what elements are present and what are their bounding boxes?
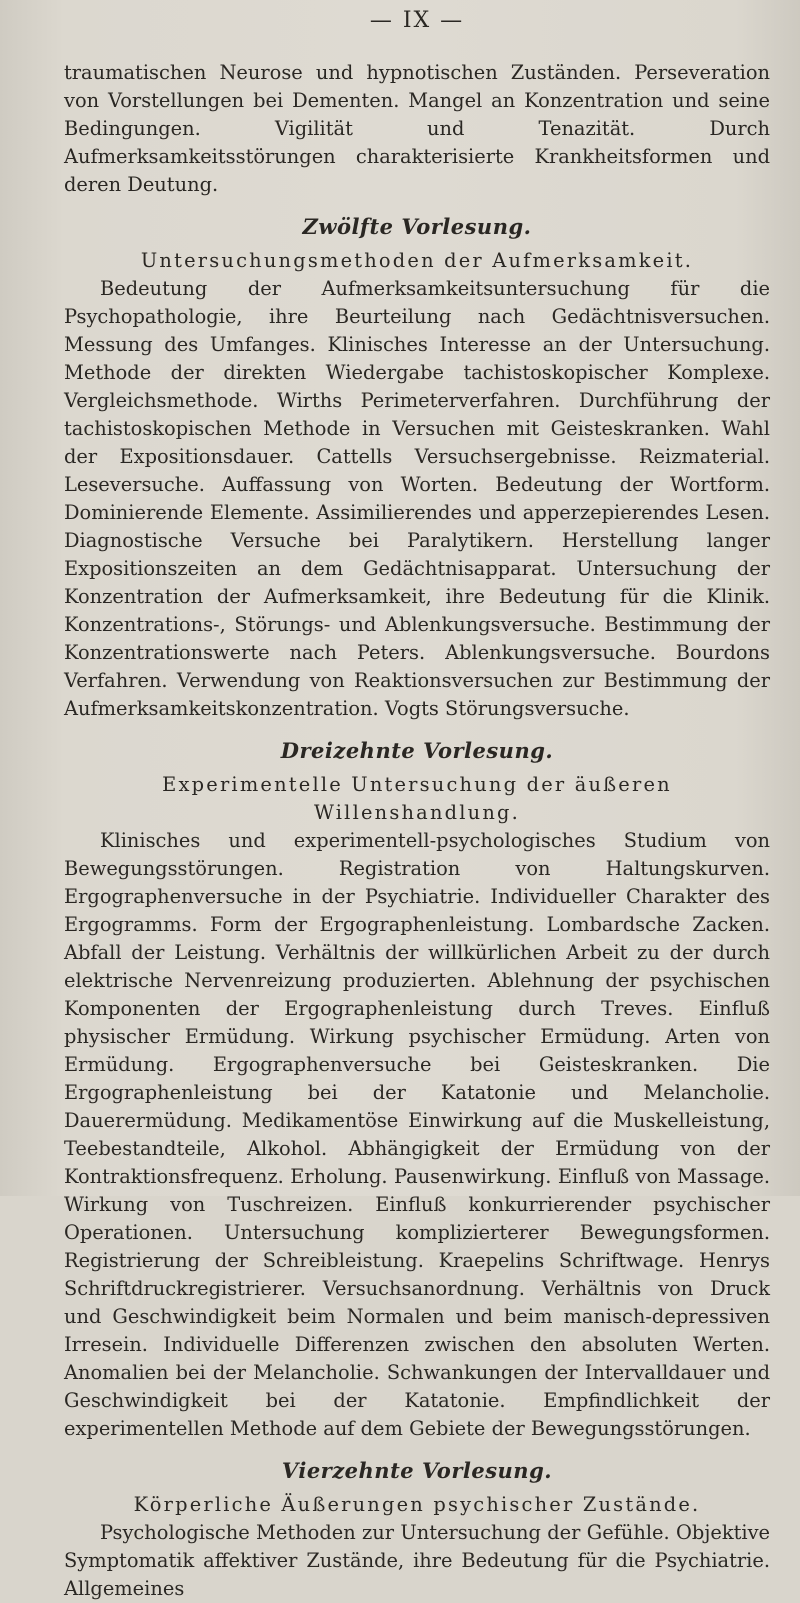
page-number: — IX — [369,8,465,33]
lecture-title: Zwölfte Vorlesung. [302,214,532,239]
lecture-body: Psychologische Methoden zur Untersuchung der Gefühle. Objektive Symptomatik affektiver Zustände, ihre Bedeutung für die Psychiatrie. Allgemeines [64,1521,770,1600]
lecture-section-14 [64,1457,770,1603]
lecture-body: Bedeutung der Aufmerksamkeitsuntersuchung für die Psychopathologie, ihre Beurteilung nach Gedächtnisversuchen. Messung des Umfanges. Klinisches Interesse an der Untersuchung. Methode der direkten Wiedergabe tachistoskopischer Komplexe. Vergleichsmethode. Wirths Perimeterverfahren. Durchführung der tachistoskopischen Methode in Versuchen mit Geisteskranken. Wahl der Expositionsdauer. Cattells Versuchsergebnisse. Reizmaterial. Leseversuche. Auffassung von Worten. Bedeutung der Wortform. Dominierende Elemente. Assimilierendes und apperzepierendes Lesen. Diagnostische Versuche bei Paralytikern. Herstellung langer Expositionszeiten an dem Gedächtnisapparat. Untersuchung der Konzentration der Aufmerksamkeit, ihre Bedeutung für die Klinik. Konzentrations-, Störungs- und Ablenkungsversuche. Bestimmung der Konzentrationswerte nach Peters. Ablenkungsversuche. Bourdons Verfahren. Verwendung von Reaktionsversuchen zur Bestimmung der Aufmerksamkeitskonzentration. Vogts Störungsversuche. [64,277,770,720]
lecture-title: Vierzehnte Vorlesung. [281,1458,553,1483]
lecture-section-13 [64,737,770,1443]
lecture-subtitle: Körperliche Äußerungen psychischer Zustände. [133,1493,701,1516]
lecture-title: Dreizehnte Vorlesung. [280,738,554,763]
lecture-subtitle: Experimentelle Untersuchung der äußeren Willenshandlung. [162,773,672,824]
lecture-subtitle: Untersuchungsmethoden der Aufmerksamkeit. [140,249,694,272]
lecture-section-12 [64,213,770,723]
lecture-body: Klinisches und experimentell-psychologisches Studium von Bewegungsstörungen. Registration von Haltungskurven. Ergographenversuche in der Psychiatrie. Individueller Charakter des Ergogramms. Form der Ergographenleistung. Lombardsche Zacken. Abfall der Leistung. Verhältnis der willkürlichen Arbeit zu der durch elektrische Nervenreizung produzierten. Ablehnung der psychischen Komponenten der Ergographenleistung durch Treves. Einfluß physischer Ermüdung. Wirkung psychischer Ermüdung. Arten von Ermüdung. Ergographenversuche bei Geisteskranken. Die Ergographenleistung bei der Katatonie und Melancholie. Dauerermüdung. Medikamentöse Einwirkung auf die Muskelleistung, Teebestandteile, Alkohol. Abhängigkeit der Ermüdung von der Kontraktionsfrequenz. Erholung. Pausenwirkung. Einfluß von Massage. Wirkung von Tuschreizen. Einfluß konkurrierender psychischer Operationen. Untersuchung komplizierterer Bewegungsformen. Registrierung der Schreibleistung. Kraepelins Schriftwage. Henrys Schriftdruckregistrierer. Versuchsanordnung. Verhältnis von Druck und Geschwindigkeit beim Normalen und beim manisch-depressiven Irresein. Individuelle Differenzen zwischen den absoluten Werten. Anomalien bei der Melancholie. Schwankungen der Intervalldauer und Geschwindigkeit bei der Katatonie. Empfindlichkeit der experimentellen Methode auf dem Gebiete der Bewegungsstörungen. [64,829,770,1440]
intro-paragraph: traumatischen Neurose und hypnotischen Zuständen. Perseveration von Vorstellungen bei Dementen. Mangel an Konzentration und seine Bedingungen. Vigilität und Tenazität. Durch Aufmerksamkeitsstörungen charakterisierte Krankheitsformen und deren Deutung. [64,61,770,196]
